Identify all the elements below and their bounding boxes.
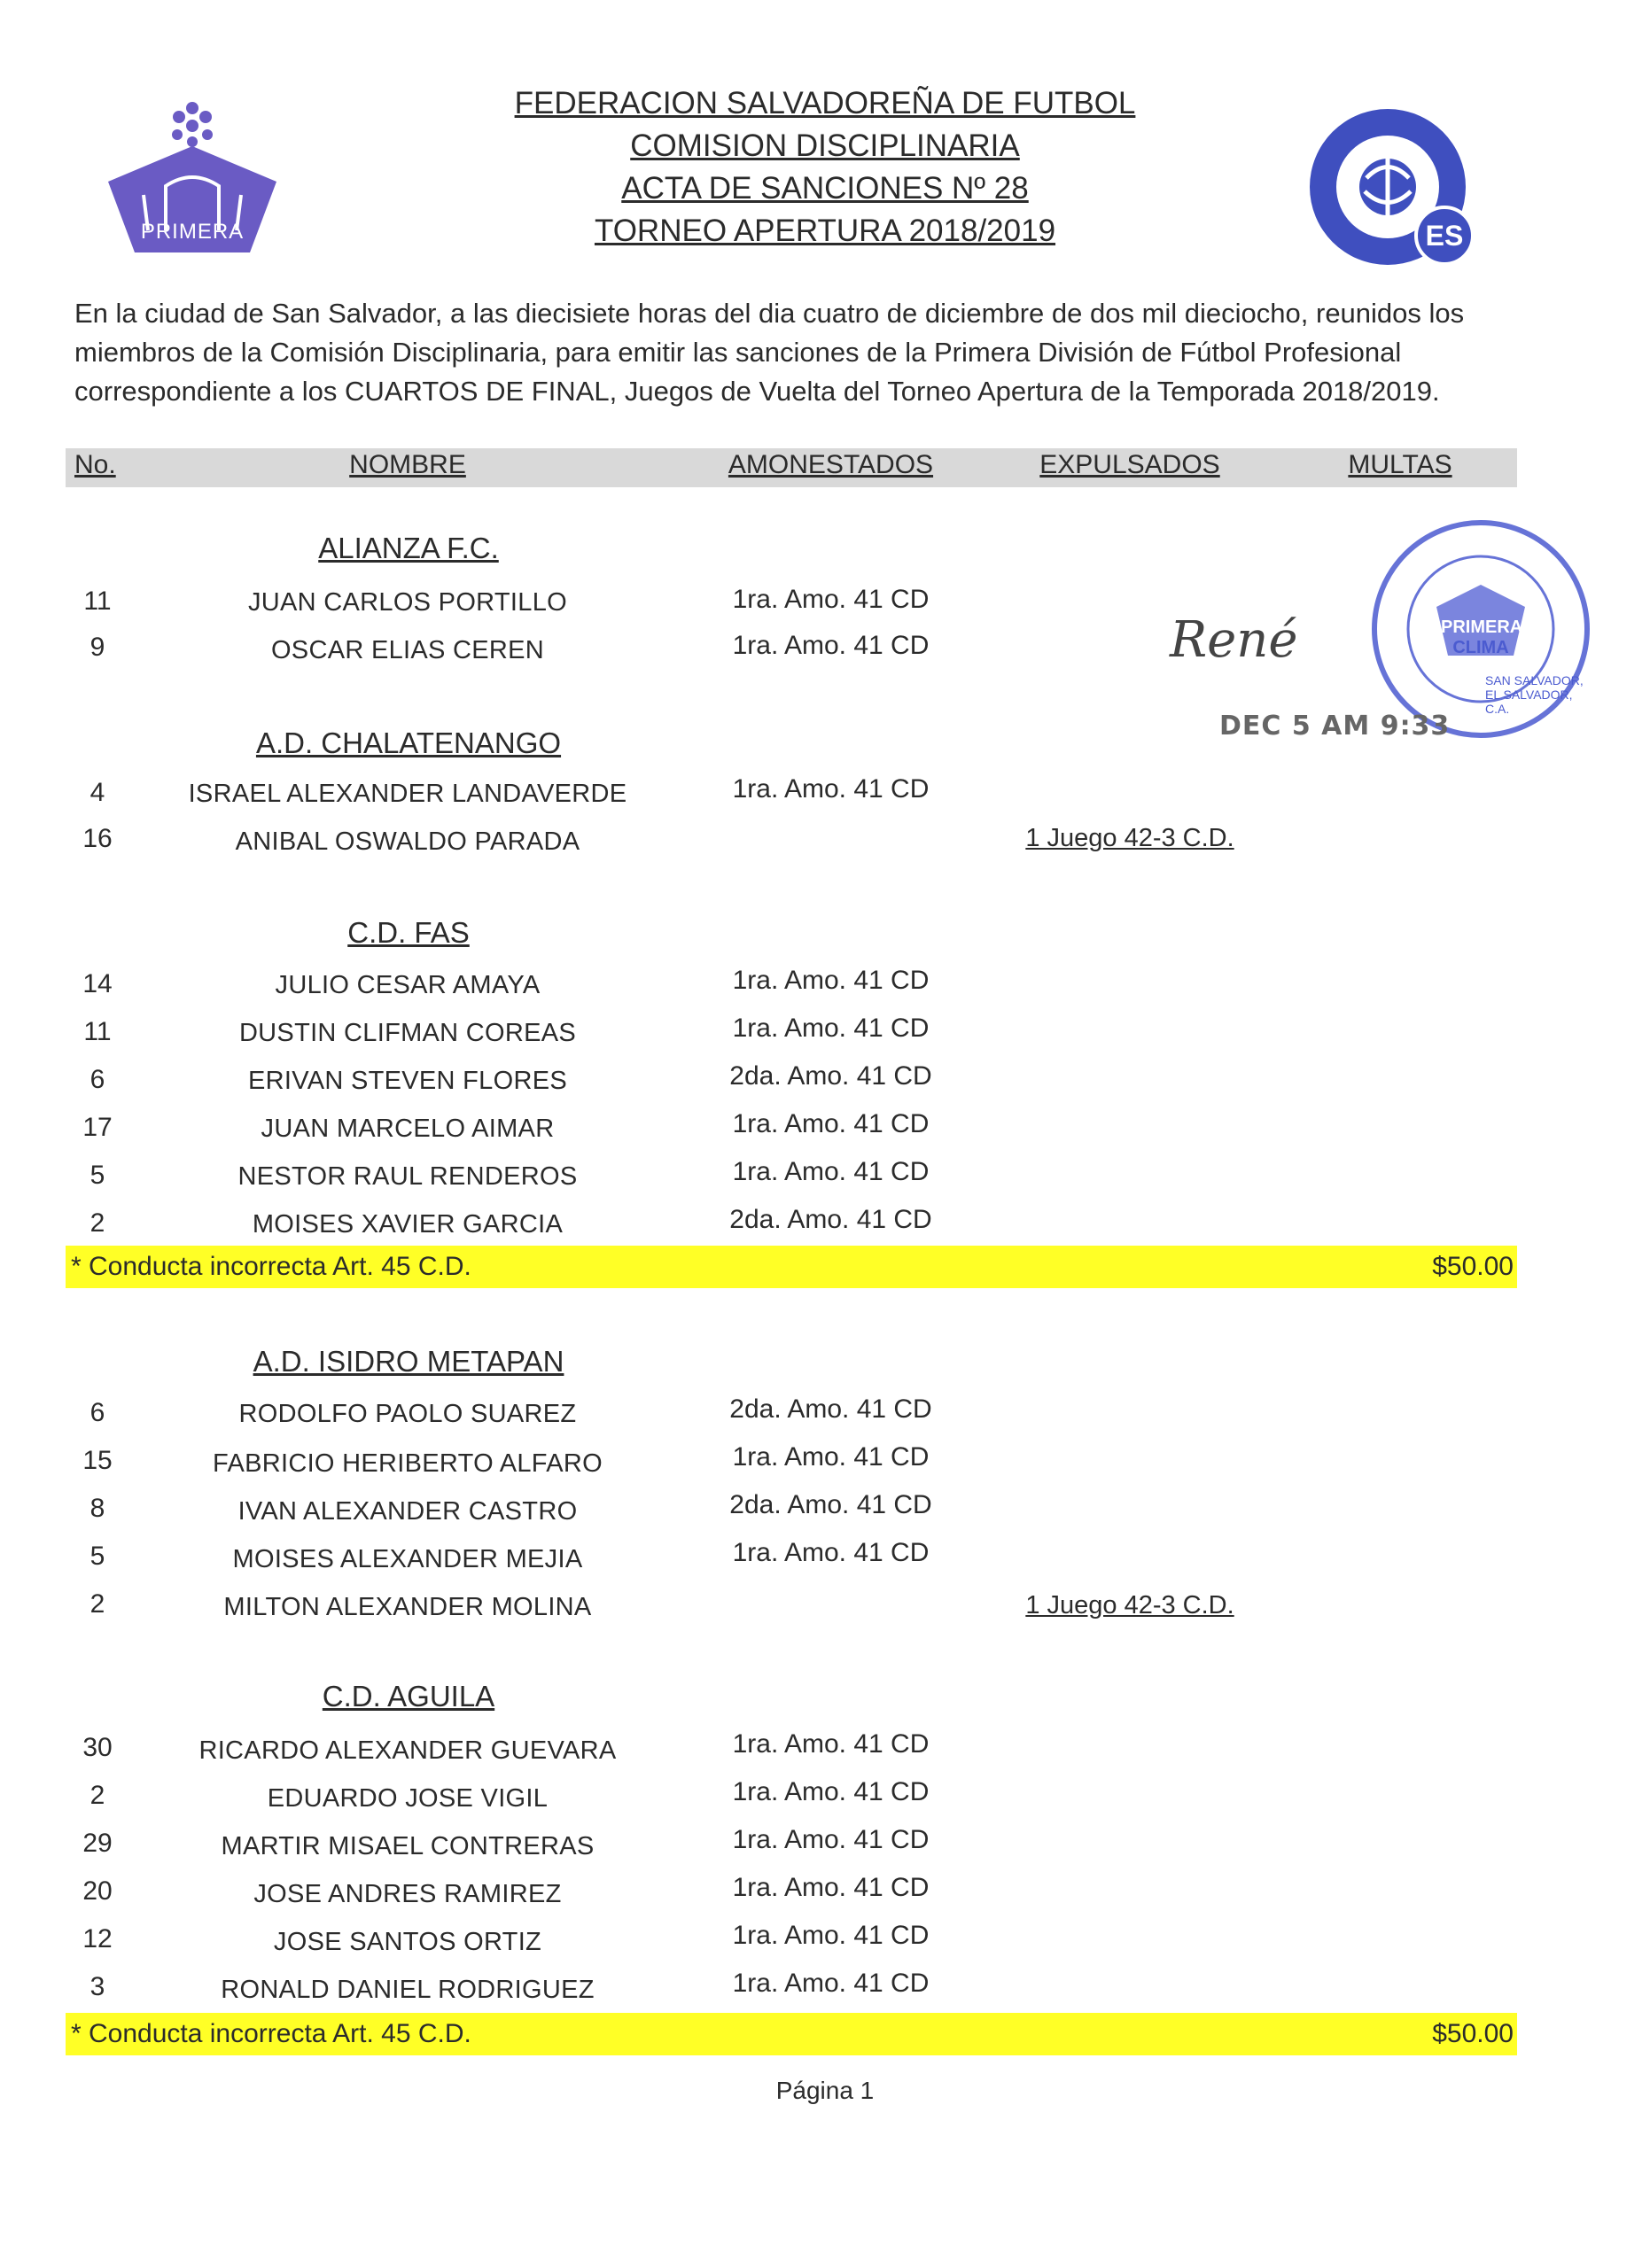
row-amonestados: 1ra. Amo. 41 CD	[732, 1825, 930, 1854]
row-nombre: EDUARDO JOSE VIGIL	[267, 1784, 549, 1813]
row-no: 20	[82, 1876, 113, 1906]
fine-text: * Conducta incorrecta Art. 45 C.D.	[71, 1252, 471, 1281]
row-amonestados: 1ra. Amo. 41 CD	[732, 1014, 930, 1043]
row-amonestados: 1ra. Amo. 41 CD	[732, 1729, 930, 1759]
row-no: 5	[90, 1161, 105, 1190]
row-no: 11	[83, 1017, 112, 1046]
team-name: A.D. ISIDRO METAPAN	[253, 1345, 564, 1378]
title-commission: COMISION DISCIPLINARIA	[630, 128, 1020, 163]
title-acta: ACTA DE SANCIONES Nº 28	[621, 171, 1029, 206]
title-federation: FEDERACION SALVADOREÑA DE FUTBOL	[514, 86, 1136, 120]
col-header-multas: MULTAS	[1348, 450, 1452, 479]
title-torneo: TORNEO APERTURA 2018/2019	[594, 214, 1056, 248]
row-nombre: JUAN MARCELO AIMAR	[261, 1115, 555, 1143]
stamp-inner-text: PRIMERA	[1441, 617, 1523, 637]
row-no: 2	[90, 1781, 105, 1810]
row-no: 11	[83, 586, 112, 616]
row-nombre: IVAN ALEXANDER CASTRO	[237, 1497, 578, 1526]
row-no: 29	[82, 1829, 113, 1858]
fine-amount: $50.00	[1432, 2019, 1514, 2048]
row-amonestados: 1ra. Amo. 41 CD	[732, 1157, 930, 1186]
row-nombre: RICARDO ALEXANDER GUEVARA	[198, 1736, 617, 1765]
team-name: C.D. AGUILA	[322, 1680, 495, 1713]
row-expulsados: 1 Juego 42-3 C.D.	[1025, 1591, 1234, 1619]
row-no: 5	[90, 1542, 105, 1571]
row-no: 16	[82, 824, 113, 853]
row-nombre: JOSE ANDRES RAMIREZ	[253, 1880, 562, 1908]
row-amonestados: 2da. Amo. 41 CD	[729, 1061, 932, 1091]
row-no: 12	[82, 1924, 113, 1953]
row-nombre: RODOLFO PAOLO SUAREZ	[238, 1400, 577, 1428]
stamp-inner-text-2: CLIMA	[1452, 638, 1509, 657]
signature: René	[1170, 611, 1298, 669]
row-amonestados: 1ra. Amo. 41 CD	[732, 966, 930, 995]
page-number: Página 1	[775, 2077, 875, 2104]
team-name: A.D. CHALATENANGO	[255, 726, 562, 759]
row-no: 8	[90, 1494, 105, 1523]
col-header-no: No.	[74, 450, 116, 479]
row-amonestados: 1ra. Amo. 41 CD	[732, 1538, 930, 1567]
row-nombre: MILTON ALEXANDER MOLINA	[223, 1593, 592, 1621]
fine-text: * Conducta incorrecta Art. 45 C.D.	[71, 2019, 471, 2048]
row-no: 6	[90, 1398, 105, 1427]
logo-text: PRIMERA	[140, 220, 245, 244]
received-date-stamp: DEC 5 AM 9:33	[1219, 711, 1451, 742]
row-expulsados: 1 Juego 42-3 C.D.	[1025, 824, 1234, 852]
col-header-amonestados: AMONESTADOS	[728, 450, 934, 479]
row-no: 30	[82, 1733, 113, 1762]
row-nombre: MOISES XAVIER GARCIA	[252, 1210, 564, 1239]
team-name: C.D. FAS	[347, 916, 470, 949]
row-nombre: FABRICIO HERIBERTO ALFARO	[213, 1449, 603, 1478]
row-amonestados: 1ra. Amo. 41 CD	[732, 1969, 930, 1998]
row-no: 4	[90, 778, 105, 807]
stamp-location: SAN SALVADOR, EL SALVADOR, C.A.	[1485, 673, 1584, 716]
row-nombre: RONALD DANIEL RODRIGUEZ	[221, 1976, 595, 2004]
col-header-nombre: NOMBRE	[349, 450, 466, 479]
row-nombre: MARTIR MISAEL CONTRERAS	[221, 1832, 595, 1860]
row-nombre: JULIO CESAR AMAYA	[275, 971, 541, 999]
row-amonestados: 1ra. Amo. 41 CD	[732, 774, 930, 804]
col-header-expulsados: EXPULSADOS	[1039, 450, 1220, 479]
row-nombre: JOSE SANTOS ORTIZ	[273, 1928, 542, 1956]
row-no: 9	[90, 633, 105, 662]
fine-highlight	[66, 1246, 1517, 1288]
seal-badge: ES	[1425, 220, 1464, 252]
row-amonestados: 1ra. Amo. 41 CD	[732, 1777, 930, 1806]
row-nombre: MOISES ALEXANDER MEJIA	[232, 1545, 583, 1573]
row-nombre: NESTOR RAUL RENDEROS	[237, 1162, 578, 1191]
row-no: 17	[82, 1113, 113, 1142]
row-nombre: ISRAEL ALEXANDER LANDAVERDE	[188, 780, 627, 808]
row-amonestados: 2da. Amo. 41 CD	[729, 1205, 932, 1234]
row-amonestados: 1ra. Amo. 41 CD	[732, 1921, 930, 1950]
row-no: 14	[82, 969, 113, 998]
team-name: ALIANZA F.C.	[318, 532, 499, 564]
fine-highlight	[66, 2013, 1517, 2055]
row-amonestados: 1ra. Amo. 41 CD	[732, 631, 930, 660]
row-amonestados: 2da. Amo. 41 CD	[729, 1490, 932, 1519]
fine-amount: $50.00	[1432, 1252, 1514, 1281]
row-amonestados: 1ra. Amo. 41 CD	[732, 1873, 930, 1902]
row-amonestados: 2da. Amo. 41 CD	[729, 1394, 932, 1424]
row-no: 3	[90, 1972, 105, 2001]
row-no: 2	[90, 1589, 105, 1619]
row-nombre: ANIBAL OSWALDO PARADA	[235, 827, 580, 856]
row-nombre: ERIVAN STEVEN FLORES	[248, 1067, 567, 1095]
row-amonestados: 1ra. Amo. 41 CD	[732, 1109, 930, 1138]
row-no: 2	[90, 1208, 105, 1238]
row-nombre: JUAN CARLOS PORTILLO	[247, 588, 567, 617]
row-no: 6	[90, 1065, 105, 1094]
row-nombre: OSCAR ELIAS CEREN	[270, 636, 545, 664]
row-amonestados: 1ra. Amo. 41 CD	[732, 1442, 930, 1472]
row-nombre: DUSTIN CLIFMAN COREAS	[238, 1019, 577, 1047]
row-no: 15	[82, 1446, 113, 1475]
row-amonestados: 1ra. Amo. 41 CD	[732, 585, 930, 614]
intro-paragraph: En la ciudad de San Salvador, a las diecisiete horas del dia cuatro de diciembre de dos mil dieciocho, reunidos los miembros de la Comisión Disciplinaria, para emitir las sanciones de la Primera División de Fútbol Profesional correspondiente a los CUARTOS DE FINAL, Juegos de Vuelta del Torneo Apertura de la Temporada 2018/2019.	[74, 298, 1465, 407]
